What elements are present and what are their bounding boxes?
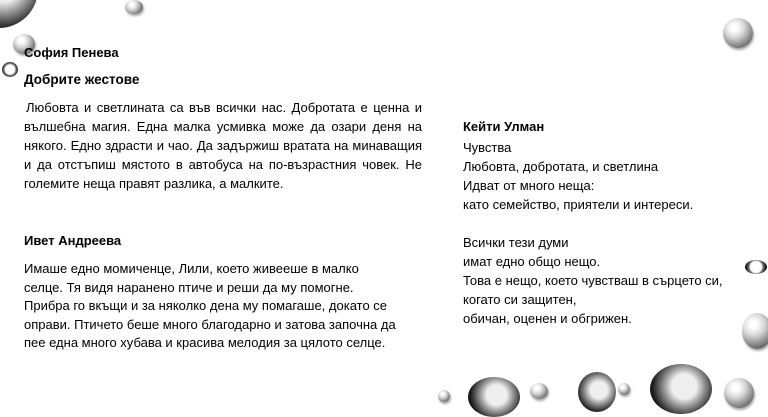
story-line: оправи. Птичето беше много благодарно и затова започна да	[24, 316, 396, 332]
poem-line: Всички тези думи	[463, 235, 569, 250]
story-line: Имаше едно момиченце, Лили, което живееше в малко	[24, 261, 359, 276]
water-drop-icon	[618, 383, 630, 395]
stanza-gap	[463, 214, 753, 233]
poem-line: когато си защитен,	[463, 292, 577, 307]
story-line: Прибра го вкъщи и за няколко дена му помагаше, докато се	[24, 298, 388, 313]
story-paragraph	[24, 260, 422, 353]
story-title: Добрите жестове	[24, 72, 140, 87]
poem-line: като семейство, приятели и интереси.	[463, 197, 694, 212]
second-story	[24, 233, 422, 353]
water-drop-icon	[468, 377, 520, 417]
water-drop-icon	[578, 372, 616, 412]
author-keiti: Кейти Улман	[463, 119, 545, 134]
water-drop-icon	[125, 0, 143, 14]
story-line: селце. Тя видя нараненo птиче и реши да му помогне.	[24, 279, 354, 295]
water-drop-icon	[724, 378, 754, 408]
story-text: Любовта и светлината са във всички нас. Добротата е ценна и вълшебна магия. Една малка усмивка може да озари деня на някого. Едно здрасти и чао. Да задържиш вратата на минаващия и да отстъпиш мястото в автобуса на по-възрастния човек. Не големите неща правят разлика, а малките.	[24, 100, 422, 191]
story-line: пее една много хубава и красива мелодия за цялото селце.	[24, 335, 386, 350]
poem-line: Чувства	[463, 140, 512, 155]
author-ivet: Ивет Андреева	[24, 233, 122, 248]
author-sofia: София Пенева	[24, 45, 119, 60]
water-drop-icon	[650, 364, 712, 414]
poem-line: обичан, оценен и обгрижен.	[463, 311, 632, 326]
water-drop-icon	[2, 62, 18, 77]
poem-line: Любовта, добротата, и светлина	[463, 159, 659, 174]
water-drop-icon	[723, 18, 753, 48]
poem-line: Това е нещо, което чувстваш в сърцето си,	[463, 273, 723, 288]
water-drop-icon	[0, 0, 38, 28]
poem-line: Идват от много неща:	[463, 178, 595, 193]
poem-line: имат едно общо нещо.	[463, 254, 601, 269]
right-column	[463, 117, 753, 328]
water-drop-icon	[530, 383, 548, 399]
left-column	[24, 45, 422, 353]
water-drop-icon	[438, 390, 450, 402]
